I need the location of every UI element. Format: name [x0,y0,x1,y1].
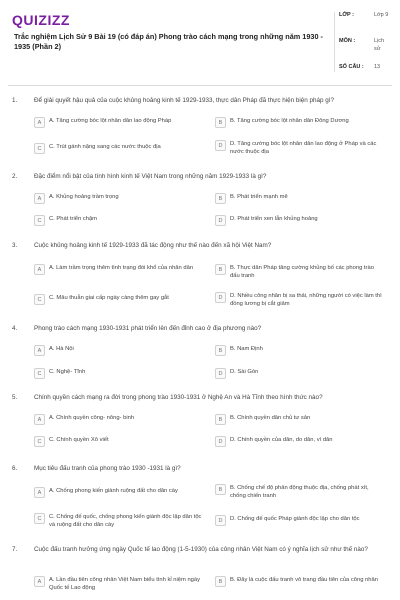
option-letter: B [215,193,226,204]
question-text: Chính quyền cách mạng ra đời trong phong trào 1930-1931 ở Nghệ An và Hà Tĩnh theo hình thức nào? [34,394,323,401]
option-letter: A [34,414,45,425]
option-text: B. Nam Định [230,346,263,352]
option-text: B. Chống chế độ phản động thuộc địa, chống phát xít, chống chiến tranh [230,485,369,499]
header-divider [8,85,392,86]
option-text: D. Tăng cường bóc lột nhân dân lao động ở Pháp và các nước thuộc địa [230,141,377,155]
meta-question-count [339,64,392,72]
option-letter: D [215,515,226,526]
option-letter: D [215,368,226,379]
option-text: C. Phát triển chậm [49,216,98,222]
question-number: 1. [12,97,18,104]
option-letter: B [215,576,226,587]
option-text: D. Phát triển xen lẫn khủng hoảng [230,216,318,222]
quiz-meta [334,12,392,72]
option-d[interactable] [215,515,385,526]
option-c[interactable] [34,143,204,154]
question-text: Cuộc khủng hoảng kinh tế 1929-1933 đã tác động như thế nào đến xã hội Việt Nam? [34,242,272,249]
option-letter: C [34,143,45,154]
option-letter: A [34,193,45,204]
option-text: C. Mâu thuẫn giai cấp ngày càng thêm gay gắt [49,295,169,301]
meta-value: Lớp 9 [374,12,389,18]
option-letter: B [215,117,226,128]
option-text: B. Đây là cuộc đấu tranh vô trang đầu tiên của công nhân [230,577,378,583]
option-a[interactable] [34,117,204,128]
option-c[interactable] [34,513,204,530]
option-text: D. Nhiều công nhân bị sa thải, những người có việc làm thì đồng lương bị cắt giảm [230,293,382,307]
option-c[interactable] [34,436,204,447]
meta-label: LỚP : [339,12,354,18]
option-letter: B [215,345,226,356]
meta-label: MÔN : [339,38,356,44]
question-text: Đặc điểm nổi bật của tình hình kinh tế Việt Nam trong những năm 1929-1933 là gì? [34,173,267,180]
option-a[interactable] [34,576,204,593]
option-text: A. Lần đầu tiên công nhân Việt Nam biểu tình kỉ niệm ngày Quốc tế Lao động [49,577,201,591]
option-text: B. Chính quyền dân chủ tư sản [230,415,311,421]
option-b[interactable] [215,193,385,204]
option-letter: A [34,264,45,275]
option-text: C. Trút gánh nặng sang các nước thuộc địa [49,144,161,150]
option-d[interactable] [215,140,385,157]
option-b[interactable] [215,414,385,425]
question-text: Phong trào cách mạng 1930-1931 phát triển lên đến đỉnh cao ở địa phương nào? [34,325,262,332]
question-number: 7. [12,546,18,553]
option-a[interactable] [34,487,204,498]
option-letter: A [34,345,45,356]
option-text: A. Khủng hoảng trầm trọng [49,194,119,200]
option-d[interactable] [215,292,385,309]
meta-value: Lịch sử [374,38,385,52]
option-text: A. Chống phong kiến giành ruộng đất cho dân cày [49,488,178,494]
option-letter: D [215,215,226,226]
option-letter: D [215,140,226,151]
page-title: Trắc nghiệm Lịch Sử 9 Bài 19 (có đáp án) Phong trào cách mạng trong những năm 1930 - 1935 (Phần 2) [14,32,323,51]
option-b[interactable] [215,576,385,587]
option-b[interactable] [215,345,385,356]
option-text: C. Chính quyền Xô viết [49,437,109,443]
meta-grade [339,12,392,38]
option-text: C. Nghệ- Tĩnh [49,369,86,375]
option-text: A. Tăng cường bóc lột nhân dân lao động Pháp [49,118,172,124]
question-number: 5. [12,394,18,401]
option-letter: C [34,513,45,524]
option-text: B. Tăng cường bóc lột nhân dân Đông Dương [230,118,349,124]
meta-value: 13 [374,64,381,70]
question-number: 4. [12,325,18,332]
header [0,0,400,84]
option-letter: D [215,436,226,447]
question-text: Mục tiêu đấu tranh của phong trào 1930 -1931 là gì? [34,465,181,472]
question-number: 2. [12,173,18,180]
option-c[interactable] [34,368,204,379]
option-a[interactable] [34,414,204,425]
meta-label: SỐ CÂU : [339,64,364,70]
question-number: 6. [12,465,18,472]
option-text: A. Hà Nội [49,346,74,352]
option-text: D. Chống đế quốc Pháp giành độc lập cho dân tộc [230,516,360,522]
option-letter: B [215,484,226,495]
option-a[interactable] [34,345,204,356]
meta-subject [339,38,392,64]
option-letter: C [34,436,45,447]
option-a[interactable] [34,193,204,204]
option-text: B. Phát triển mạnh mẽ [230,194,288,200]
option-text: D. Sài Gòn [230,369,259,375]
option-b[interactable] [215,264,385,281]
option-c[interactable] [34,215,204,226]
option-letter: B [215,414,226,425]
option-a[interactable] [34,264,204,275]
option-letter: D [215,292,226,303]
option-letter: C [34,294,45,305]
question-number: 3. [12,242,18,249]
option-text: B. Thực dân Pháp tăng cường khủng bố các phong trào đấu tranh [230,265,374,279]
option-letter: A [34,487,45,498]
option-letter: C [34,215,45,226]
option-letter: C [34,368,45,379]
option-b[interactable] [215,484,385,501]
option-text: A. Chính quyền công- nông- binh [49,415,135,421]
option-c[interactable] [34,294,204,305]
option-text: D. Chính quyền của dân, do dân, vì dân [230,437,333,443]
option-letter: A [34,117,45,128]
question-text: Cuộc đấu tranh hưởng ứng ngày Quốc tế lao động (1-5-1930) của công nhân Việt Nam có ý nghĩa lịch sử như thế nào? [34,546,368,553]
option-text: C. Chống đế quốc, chống phong kiến giành độc lập dân tộc và ruộng đất cho dân cày [49,514,202,528]
option-text: A. Làm trầm trọng thêm tình trạng đói khổ của nhân dân [49,265,194,271]
question-text: Để giải quyết hậu quả của cuộc khủng hoảng kinh tế 1929-1933, thực dân Pháp đã thực hiện biện pháp gì? [34,97,335,104]
option-d[interactable] [215,215,385,226]
option-d[interactable] [215,368,385,379]
option-d[interactable] [215,436,385,447]
option-letter: B [215,264,226,275]
option-b[interactable] [215,117,385,128]
quizizz-logo[interactable]: QUIZIZZ [12,12,70,28]
option-letter: A [34,576,45,587]
